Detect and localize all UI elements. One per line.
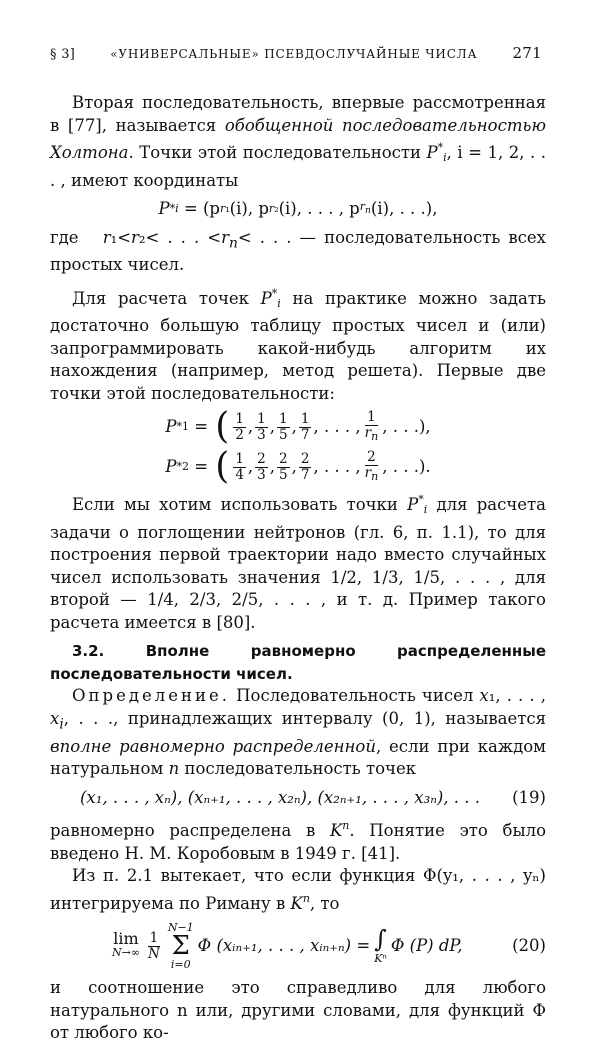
formula-text: (i), . . .), xyxy=(370,199,438,219)
text: , i = 1, 2, . . . , имеют координаты xyxy=(50,143,547,190)
formula-text: Φ (P) dP, xyxy=(390,936,463,956)
text: Для расчета точек xyxy=(72,288,249,308)
equation-number: (20) xyxy=(512,936,546,956)
paragraph-halton: Вторая последовательность, впервые рассмотренная в [77], называется обобщенной последовательностью Холтона. Точки этой последовательности $P^*_i$, i = 1, 2, . . . , имеют координаты xyxy=(50,93,547,190)
paragraph-riemann: Из п. 2.1 вытекает, что если функция Φ(y₁, . . . , yₙ) интегрируема по Риману в $K^n$, то xyxy=(50,866,546,913)
formula-p2: P * 2 = ( $\frac{1}{4}$ , $\frac{2}{3}$ , $\frac{2}{5}$ , $\frac{2}{7}$ , . . . , $\frac{2}{r_n}$ , . . .). xyxy=(165,446,431,488)
paragraph-computation: Для расчета точек $P^*_i$ на практике можно задать достаточно большую таблицу простых чисел и (или) запрограммировать какой-нибудь алгоритм их нахождения (например, метод решета). Первые две точки этой последовательности: xyxy=(50,286,547,403)
text: последовательность точек xyxy=(184,759,417,779)
text: . Точки этой последовательности xyxy=(128,143,421,162)
text: — последовательность всех простых чисел. xyxy=(50,227,546,275)
formula-19 xyxy=(80,787,546,810)
text: Из п. 2.1 вытекает, что если функция Φ(y₁, . . . , yₙ) интегрируема по Риману в xyxy=(50,866,546,913)
formula-text: (i), . . . , p xyxy=(278,199,360,219)
formula-p1: P * 1 = ( $\frac{1}{2}$ , $\frac{1}{3}$ , $\frac{1}{5}$ , $\frac{1}{7}$ , . . . , $\frac{1}{r_n}$ , . . .), xyxy=(165,406,431,448)
emphasis: обобщенной последовательностью Холтона xyxy=(50,115,546,162)
text: Если мы хотим использовать точки xyxy=(72,495,398,515)
formula-text: (i), p xyxy=(229,199,269,219)
text: , если при каждом натуральном xyxy=(50,736,546,779)
formula-text: = (p xyxy=(183,199,220,219)
paragraph-primes: где r₁<r₂< . . . $<r_n<$ . . . — последовательность всех простых чисел. xyxy=(50,227,546,275)
text: Вторая последовательность, впервые рассмотренная в [77], называется xyxy=(50,93,546,135)
equation-number: (19) xyxy=(512,787,546,807)
running-title: «УНИВЕРСАЛЬНЫЕ» ПСЕВДОСЛУЧАЙНЫЕ ЧИСЛА xyxy=(110,47,478,61)
formula-text: , . . .). xyxy=(382,457,431,477)
page-body xyxy=(50,92,546,1045)
formula-halton-point: P * i = (p r₁ (i), p r₂ (i), . . . , p $r_n$ (i), . . .), xyxy=(50,196,546,223)
text: равномерно распределена в xyxy=(50,821,316,841)
text: на практике можно задать достаточно большую таблицу простых чисел и (или) запрограммировать какой-нибудь алгоритм их нахождения (например, метод решета). Первые две точки этой последовательности: xyxy=(50,288,547,403)
definition-label: Определение. xyxy=(72,686,231,706)
emphasis: вполне равномерно распределенной xyxy=(50,736,376,756)
paragraph-definition: Определение. Последовательность чисел x₁, . . . , $x_i$, . . ., принадлежащих интервалу (0, 1), называется вполне равномерно распределенной, если при каждом натуральном n последовательность точек xyxy=(50,686,546,779)
section-marker: § 3] xyxy=(50,47,76,62)
paragraph-closing: и соотношение это справедливо для любого натурального n или, другими словами, для функций Φ от любого ко- xyxy=(50,978,546,1043)
page-number: 271 xyxy=(512,44,542,62)
paragraph-korobov: равномерно распределена в $K^n$. Понятие это было введено Н. М. Коробовым в 1949 г. [41]. xyxy=(50,819,547,863)
text: , принадлежащих интервалу (0, 1), называется xyxy=(113,708,546,728)
formula-text: Φ (xᵢₙ₊₁, . . . , xᵢₙ₊ₙ) = xyxy=(197,936,371,956)
running-head xyxy=(50,44,542,62)
text: где xyxy=(50,227,79,247)
formula-text: , . . .), xyxy=(382,417,431,437)
text: для расчета задачи о поглощении нейтронов (гл. 6, п. 1.1), то для построения первой траектории надо вместо случайных чисел использовать значения 1/2, 1/3, 1/5, . . . , для второй — 1/4, 2/3, 2/5, . . . , и т. д. Пример такого расчета имеется в [80]. xyxy=(50,495,546,632)
formula-text: (x₁, . . . , xₙ), (xₙ₊₁, . . . , x₂ₙ), (x₂ₙ₊₁, . . . , x₃ₙ), . . . xyxy=(80,787,481,807)
text: Последовательность чисел xyxy=(236,686,474,706)
text: , то xyxy=(309,893,340,913)
text: . Понятие это было введено Н. М. Коробовым в 1949 г. [41]. xyxy=(50,821,547,863)
formula-20: lim N→∞ $\frac{1}{N}$ N−1 Σ i=0 Φ (xᵢₙ₊₁, . . . , xᵢₙ₊ₙ) = ∫ Kⁿ Φ (P) dP, (20) xyxy=(112,921,546,972)
section-heading: 3.2. Вполне равномерно распределенные последовательности чисел. xyxy=(50,642,546,683)
paragraph-neutron: Если мы хотим использовать точки $P^*_i$ для расчета задачи о поглощении нейтронов (гл. 6, п. 1.1), то для построения первой траектории надо вместо случайных чисел использовать значения 1/2, 1/3, 1/5, . . . , для второй — 1/4, 2/3, 2/5, . . . , и т. д. Пример такого расчета имеется в [80]. xyxy=(50,493,546,632)
